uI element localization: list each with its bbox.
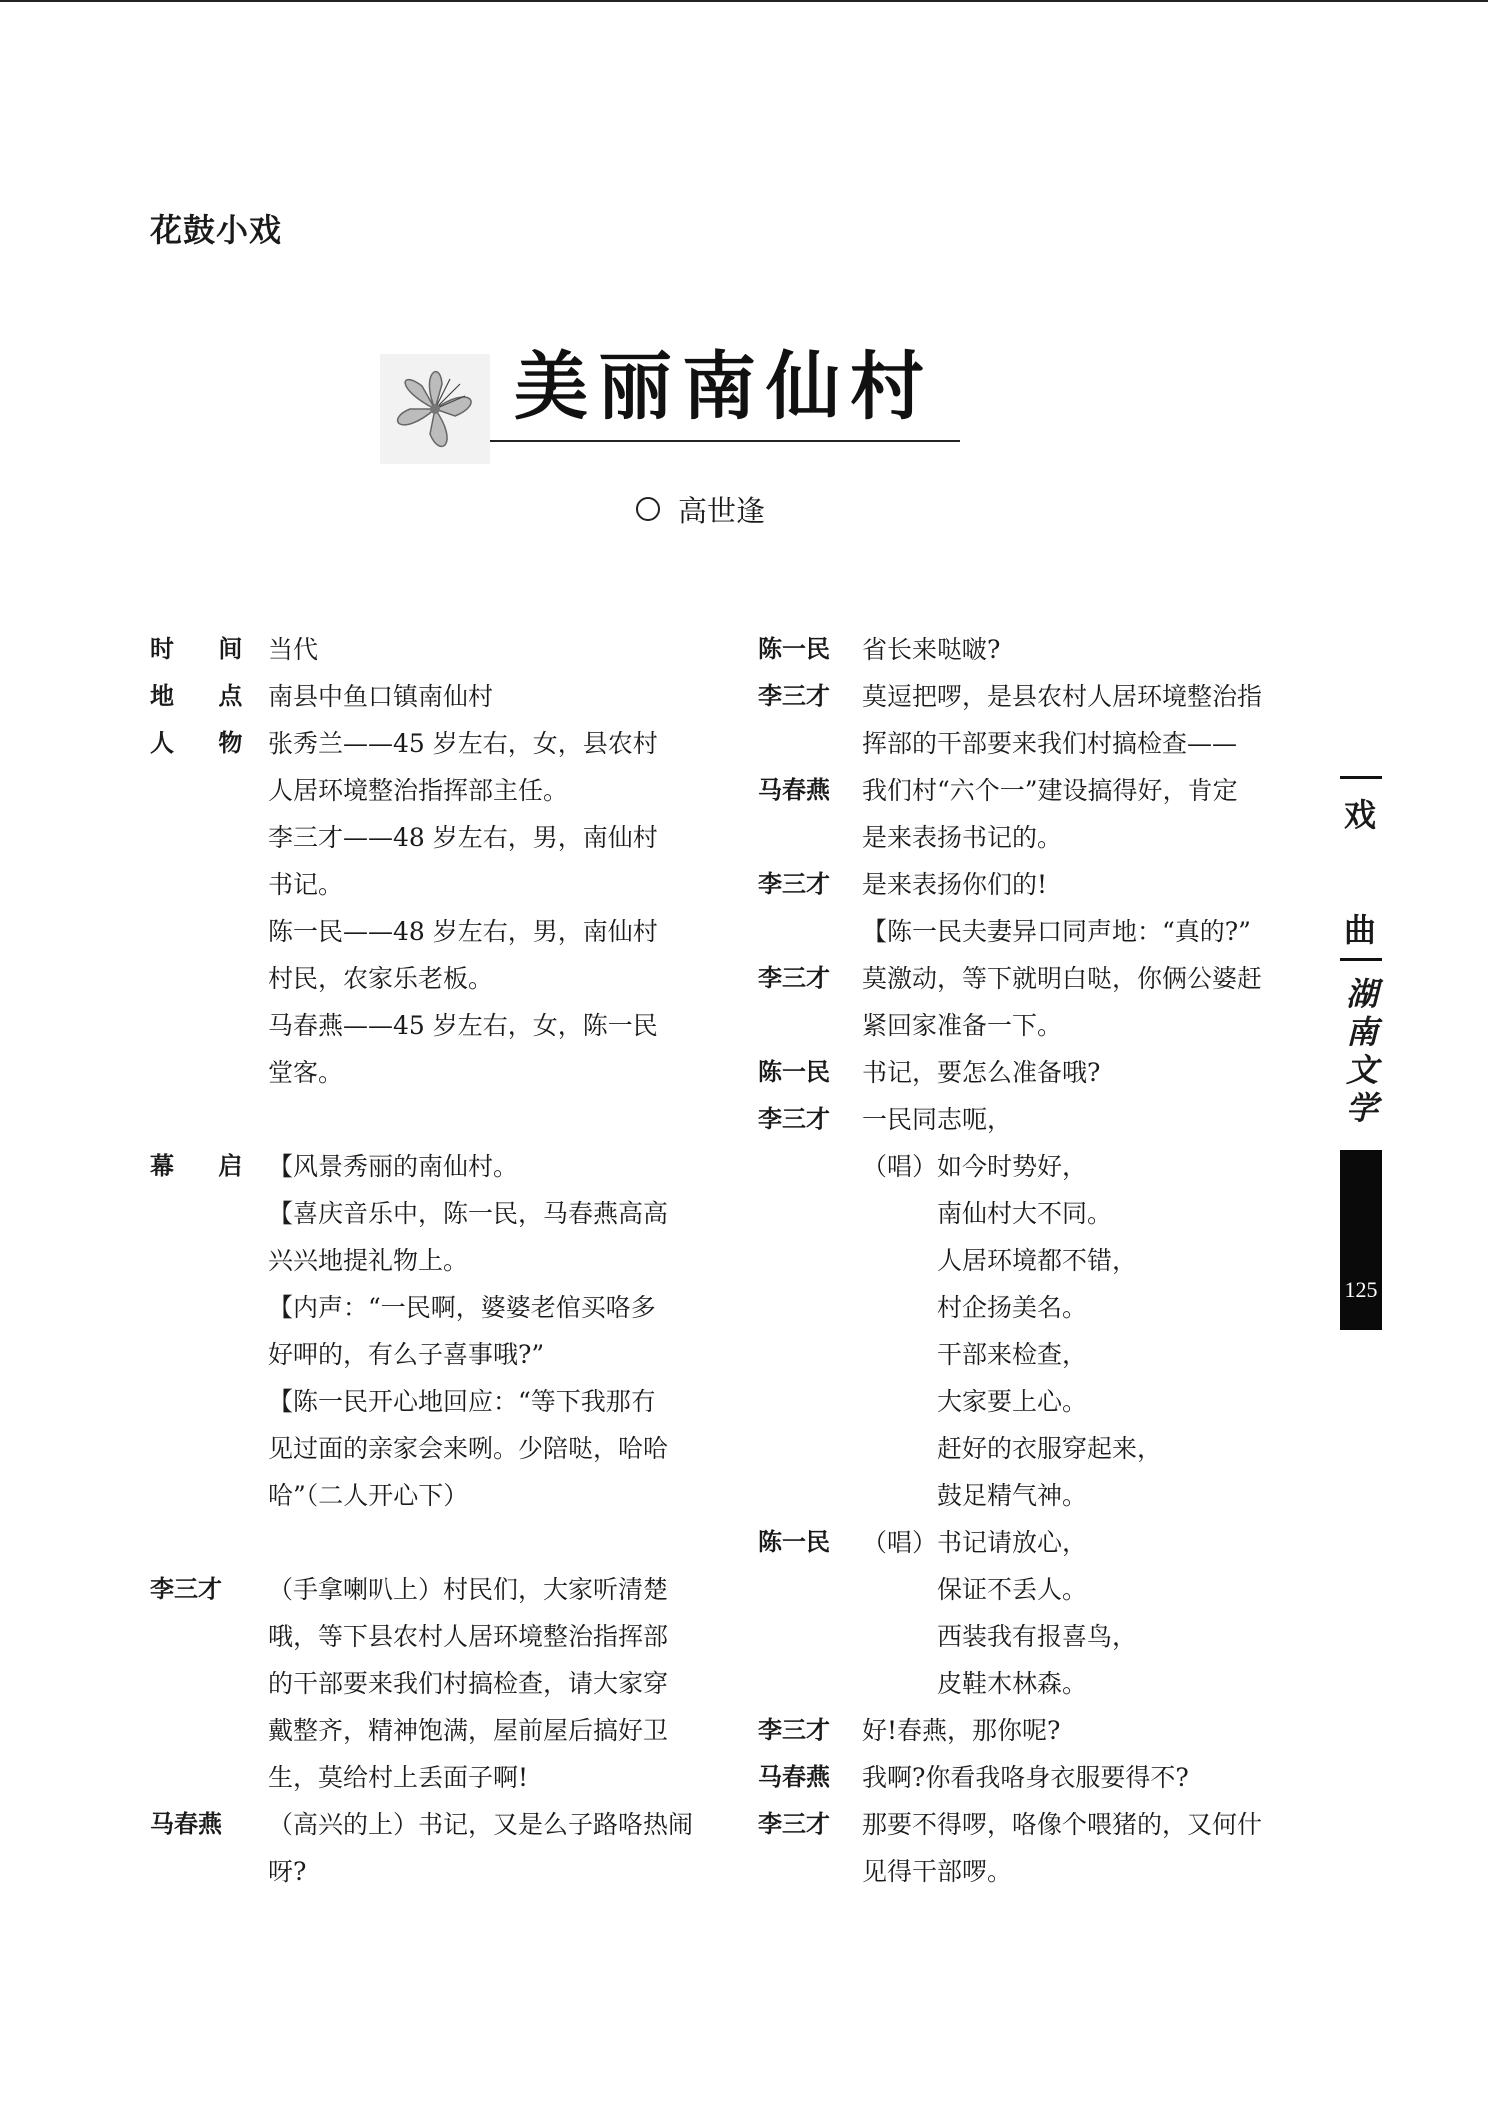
dialogue-entry [150, 720, 695, 1096]
text-line: （唱）如今时势好， [862, 1152, 1088, 1181]
dialogue-entry [758, 861, 1303, 955]
text-line: 挥部的干部要来我们村搞检查—— [862, 729, 1238, 758]
text-line: 陈一民——48 岁左右，男，南仙村 [268, 917, 658, 946]
text-line: 一民同志呃， [862, 1105, 1013, 1134]
dialogue-entry [150, 1566, 695, 1801]
dialogue-entry [150, 626, 695, 673]
dialogue-entry [150, 1143, 695, 1519]
text-line: 干部来检查， [862, 1340, 1088, 1369]
sidebar-journal-name [1342, 975, 1382, 1127]
dialogue-text [862, 955, 1303, 1049]
dialogue-text [862, 1096, 1303, 1519]
speaker-name: 幕 启 [150, 1152, 261, 1180]
text-line: （唱）书记请放心， [862, 1528, 1088, 1557]
text-line: 村民，农家乐老板。 [268, 964, 494, 993]
text-line: 哈”（二人开心下） [268, 1481, 469, 1510]
sidebar-black-tab [1340, 1150, 1382, 1330]
text-line: （高兴的上）书记，又是么子路咯热闹 [268, 1810, 694, 1839]
text-line: 南县中鱼口镇南仙村 [268, 682, 494, 711]
right-column [758, 626, 1303, 1895]
text-line: 书记。 [268, 870, 344, 899]
speaker-name: 人 物 [150, 729, 261, 757]
text-line: 书记，要怎么准备哦? [862, 1058, 1101, 1087]
dialogue-entry [758, 1096, 1303, 1519]
text-line: 我啊?你看我咯身衣服要得不? [862, 1763, 1189, 1792]
dialogue-text [862, 1754, 1303, 1801]
speaker-name: 地 点 [150, 682, 261, 710]
dialogue-text [862, 1707, 1303, 1754]
dialogue-text [862, 1519, 1303, 1707]
text-line: 呀? [268, 1857, 307, 1886]
text-line: 莫激动，等下就明白哒，你俩公婆赶 [862, 964, 1263, 993]
title-underline [490, 440, 960, 442]
dialogue-text [862, 626, 1303, 673]
speaker-name: 马春燕 [150, 1810, 222, 1838]
play-title: 美丽南仙村 [514, 344, 934, 430]
text-line: 哦，等下县农村人居环境整治指挥部 [268, 1622, 669, 1651]
text-line: 【陈一民开心地回应：“等下我那冇 [268, 1387, 656, 1416]
text-line: 莫逗把啰，是县农村人居环境整治指 [862, 682, 1263, 711]
speaker-name: 李三才 [758, 1716, 830, 1744]
sidebar-genre-char-1: 戏 [1344, 796, 1377, 834]
journal-char: 南 [1345, 1013, 1378, 1051]
text-line: 那要不得啰，咯像个喂猪的，又何什 [862, 1810, 1263, 1839]
dialogue-entry [758, 1049, 1303, 1096]
speaker-name: 李三才 [150, 1575, 222, 1603]
dialogue-text [862, 673, 1303, 767]
dialogue-text [862, 1801, 1303, 1895]
text-line: 李三才——48 岁左右，男，南仙村 [268, 823, 658, 852]
dialogue-text [268, 1801, 695, 1895]
text-line: 见得干部啰。 [862, 1857, 1013, 1886]
dialogue-entry [758, 673, 1303, 767]
left-column [150, 626, 695, 1895]
author-circle-icon [636, 497, 660, 521]
text-line: 马春燕——45 岁左右，女，陈一民 [268, 1011, 658, 1040]
text-line: 【内声：“一民啊，婆婆老倌买咯多 [268, 1293, 656, 1322]
text-line: 是来表扬书记的。 [862, 823, 1063, 852]
text-line: 皮鞋木林森。 [862, 1669, 1088, 1698]
dialogue-entry [150, 673, 695, 720]
text-line: 保证不丢人。 [862, 1575, 1088, 1604]
text-line: 【风景秀丽的南仙村。 [268, 1152, 519, 1181]
speaker-name: 李三才 [758, 1105, 830, 1133]
text-line: 的干部要来我们村搞检查，请大家穿 [268, 1669, 669, 1698]
text-line: 【陈一民夫妻异口同声地：“真的?” [862, 917, 1251, 946]
text-line: 人居环境整治指挥部主任。 [268, 776, 569, 805]
sidebar-top-rule [1340, 776, 1382, 779]
dialogue-entry [758, 1754, 1303, 1801]
speaker-name: 李三才 [758, 870, 830, 898]
text-line: 西装我有报喜鸟， [862, 1622, 1138, 1651]
text-line: 赶好的衣服穿起来， [862, 1434, 1163, 1463]
dialogue-text [268, 720, 695, 1096]
text-line: （手拿喇叭上）村民们，大家听清楚 [268, 1575, 669, 1604]
text-line: 南仙村大不同。 [862, 1199, 1113, 1228]
page-number: 125 [1344, 1277, 1378, 1302]
dialogue-entry [758, 1707, 1303, 1754]
dialogue-text [268, 1143, 695, 1519]
spacer [150, 1096, 695, 1143]
text-line: 省长来哒啵? [862, 635, 1001, 664]
text-line: 好呷的，有么子喜事哦?” [268, 1340, 545, 1369]
section-label: 花鼓小戏 [150, 211, 283, 249]
top-border [0, 0, 1488, 2]
dialogue-entry [758, 767, 1303, 861]
sidebar-genre-char-2: 曲 [1344, 911, 1377, 949]
dialogue-text [862, 767, 1303, 861]
author-name: 高世逢 [678, 494, 766, 528]
speaker-name: 时 间 [150, 635, 261, 663]
text-line: 堂客。 [268, 1058, 344, 1087]
speaker-name: 陈一民 [758, 635, 830, 663]
text-line: 【喜庆音乐中，陈一民，马春燕高高 [268, 1199, 669, 1228]
text-line: 村企扬美名。 [862, 1293, 1088, 1322]
dialogue-text [268, 1566, 695, 1801]
text-line: 张秀兰——45 岁左右，女，县农村 [268, 729, 658, 758]
dialogue-text [862, 861, 1303, 955]
text-line: 兴兴地提礼物上。 [268, 1246, 469, 1275]
journal-char: 文 [1345, 1051, 1378, 1089]
dialogue-entry [758, 626, 1303, 673]
text-line: 是来表扬你们的! [862, 870, 1048, 899]
dialogue-entry [758, 955, 1303, 1049]
speaker-name: 马春燕 [758, 1763, 830, 1791]
text-line: 人居环境都不错， [862, 1246, 1138, 1275]
lily-flower-icon [380, 354, 490, 464]
dialogue-entry [758, 1519, 1303, 1707]
sidebar-mid-rule [1340, 958, 1382, 961]
text-line: 生，莫给村上丢面子啊! [268, 1763, 529, 1792]
journal-char: 湖 [1345, 975, 1378, 1013]
text-line: 好!春燕，那你呢? [862, 1716, 1061, 1745]
dialogue-entry [758, 1801, 1303, 1895]
speaker-name: 马春燕 [758, 776, 830, 804]
speaker-name: 李三才 [758, 1810, 830, 1838]
text-line: 大家要上心。 [862, 1387, 1088, 1416]
speaker-name: 陈一民 [758, 1528, 830, 1556]
text-line: 戴整齐，精神饱满，屋前屋后搞好卫 [268, 1716, 669, 1745]
text-line: 见过面的亲家会来咧。少陪哒，哈哈 [268, 1434, 669, 1463]
text-line: 当代 [268, 635, 319, 664]
text-line: 紧回家准备一下。 [862, 1011, 1063, 1040]
dialogue-text [862, 1049, 1303, 1096]
speaker-name: 陈一民 [758, 1058, 830, 1086]
journal-char: 学 [1345, 1089, 1378, 1127]
dialogue-text [268, 673, 695, 720]
dialogue-text [268, 626, 695, 673]
spacer [150, 1519, 695, 1566]
text-line: 我们村“六个一”建设搞得好，肯定 [862, 776, 1238, 805]
text-line: 鼓足精气神。 [862, 1481, 1088, 1510]
dialogue-entry [150, 1801, 695, 1895]
speaker-name: 李三才 [758, 682, 830, 710]
speaker-name: 李三才 [758, 964, 830, 992]
